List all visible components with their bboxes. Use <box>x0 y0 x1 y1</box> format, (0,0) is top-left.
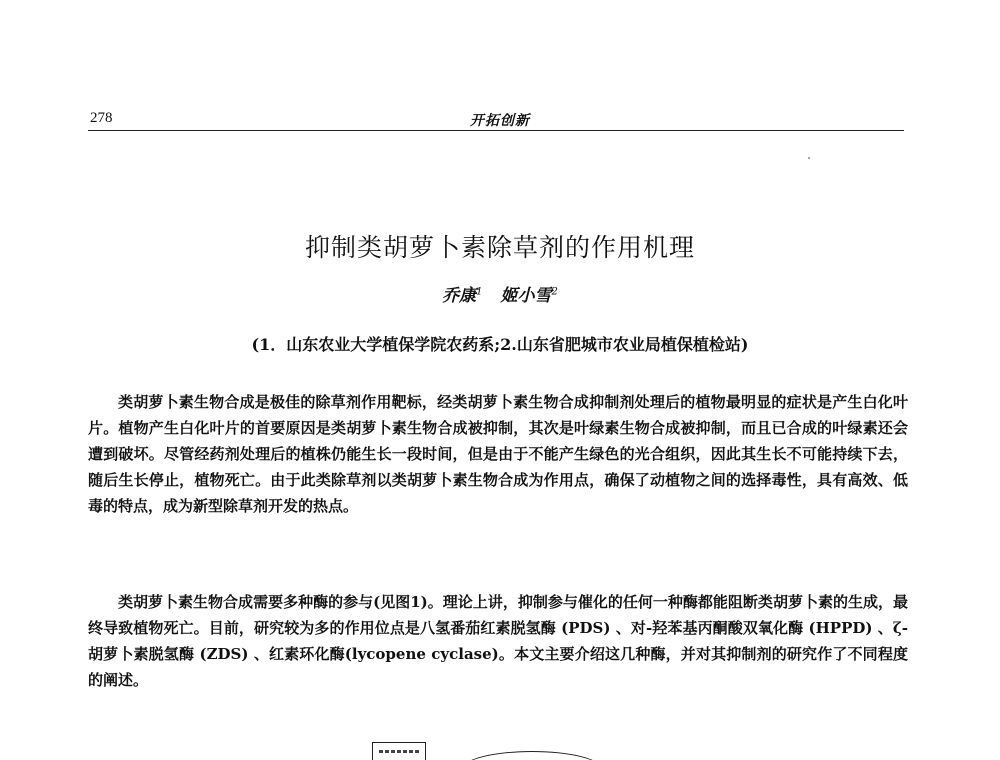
header-rule <box>88 130 904 131</box>
affiliation-mark: 2 <box>551 286 558 298</box>
author-name: 姬小雪 <box>500 286 552 306</box>
affiliation-mark: 1 <box>476 286 483 298</box>
figure-node-ellipse <box>462 751 602 760</box>
body-paragraph: 类胡萝卜素生物合成是极佳的除草剂作用靶标，经类胡萝卜素生物合成抑制剂处理后的植物最明显的症状是产生白化叶片。植物产生白化叶片的首要原因是类胡萝卜素生物合成被抑制，其次是叶绿素生物合成被抑制，而且已合成的叶绿素还会遭到破坏。尽管经药剂处理后的植株仍能生长一段时间，但是由于不能产生绿色的光合组织，因此其生长不可能持续下去，随后生长停止，植物死亡。由于此类除草剂以类胡萝卜素生物合成为作用点，确保了动植物之间的选择毒性，具有高效、低毒的特点，成为新型除草剂开发的热点。 <box>88 393 908 515</box>
author <box>442 286 482 306</box>
scan-speck <box>808 157 810 159</box>
figure-node-box <box>372 742 426 760</box>
author-line <box>0 281 1000 306</box>
running-head: 开拓创新 <box>470 113 530 129</box>
body-paragraph: 类胡萝卜素生物合成需要多种酶的参与(见图1)。理论上讲，抑制参与催化的任何一种酶都能阻断类胡萝卜素的生成，最终导致植物死亡。目前，研究较为多的作用位点是八氢番茄红素脱氢酶 (PDS) 、对-羟苯基丙酮酸双氧化酶 (HPPD) 、ζ-胡萝卜素脱氢酶 (ZDS) 、红素环化酶(lycopene cyclase)。本文主要介绍这几种酶，并对其抑制剂的研究作了不同程度的阐述。 <box>88 593 908 689</box>
page-number: 278 <box>90 110 113 126</box>
article-title: 抑制类胡萝卜素除草剂的作用机理 <box>304 233 695 262</box>
author <box>500 286 557 306</box>
affiliation-line: (1．山东农业大学植保学院农药系;2.山东省肥城市农业局植保植检站) <box>251 335 749 354</box>
author-name: 乔康 <box>442 286 477 306</box>
